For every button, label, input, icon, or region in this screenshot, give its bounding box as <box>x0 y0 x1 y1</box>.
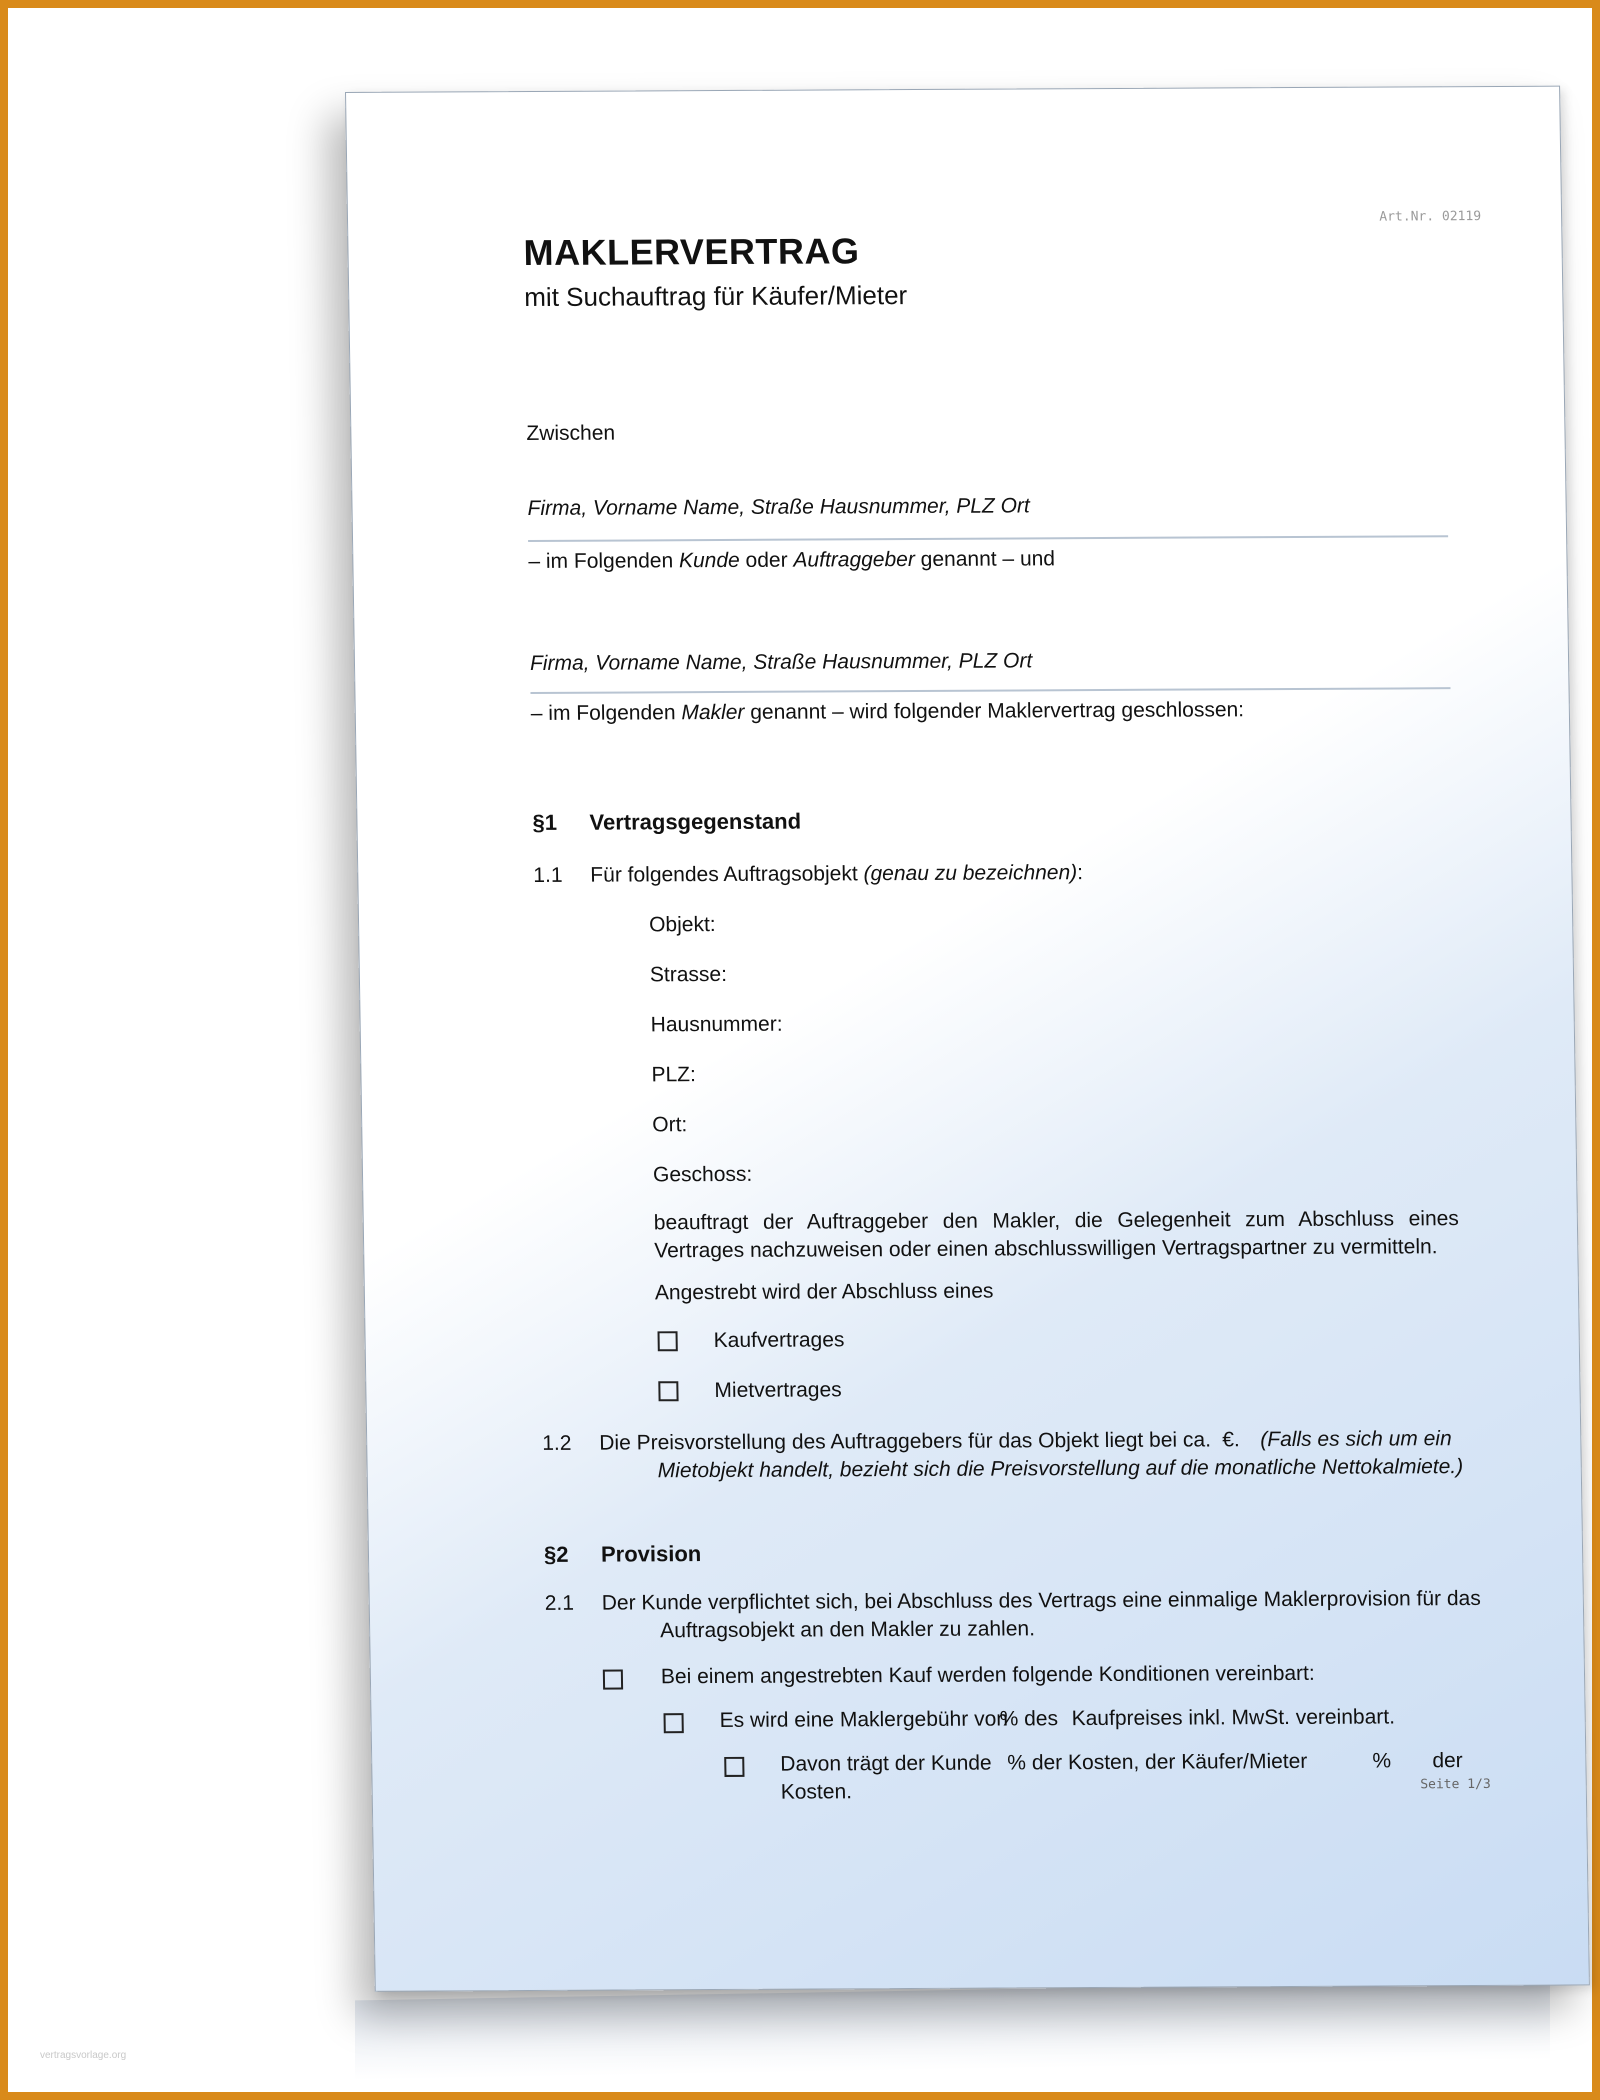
maklergebuehr-checkbox[interactable] <box>664 1713 684 1733</box>
party1-role-prefix: – im Folgenden <box>528 549 680 574</box>
clause-2-1-number: 2.1 <box>544 1591 575 1615</box>
page-number: Seite 1/3 <box>1420 1776 1491 1793</box>
clause-1-1-colon: : <box>1076 861 1084 885</box>
party2-role <box>531 698 1245 726</box>
party1-role <box>528 547 1055 574</box>
kostenteilung-percent-2: % <box>1372 1749 1392 1773</box>
clause-2-1-line-1: Der Kunde verpflichtet sich, bei Abschluss des Vertrags eine einmalige Maklerprovision für das <box>601 1586 1481 1615</box>
clause-1-2-hint-2: Mietobjekt handelt, bezieht sich die Preisvorstellung auf die monatliche Nettokalmiete.) <box>657 1455 1464 1483</box>
angestrebt-label: Angestrebt wird der Abschluss eines <box>654 1279 994 1305</box>
maklergebuehr-basis: Kaufpreises inkl. MwSt. vereinbart. <box>1071 1705 1396 1731</box>
party2-role-prefix: – im Folgenden <box>530 701 682 726</box>
kauf-konditionen-label: Bei einem angestrebten Kauf werden folgende Konditionen vereinbart: <box>660 1661 1315 1689</box>
party1-placeholder: Firma, Vorname Name, Straße Hausnummer, PLZ Ort <box>527 494 1030 521</box>
field-objekt: Objekt: <box>648 913 716 937</box>
article-number: Art.Nr. 02119 <box>1379 209 1482 225</box>
party1-role-or: oder <box>739 548 794 572</box>
party2-role-suffix: genannt – wird folgender Maklervertrag geschlossen: <box>744 698 1245 724</box>
role-kunde: Kunde <box>678 548 740 573</box>
maklergebuehr-percent: % des <box>999 1707 1059 1731</box>
kostenteilung-percent: % der Kosten, der Käufer/Mieter <box>1007 1749 1308 1775</box>
field-hausnummer: Hausnummer: <box>650 1012 783 1037</box>
clause-1-1-lead: Für folgendes Auftragsobjekt <box>590 862 864 887</box>
party1-underline <box>528 535 1448 542</box>
clause-1-1-number: 1.1 <box>533 863 563 887</box>
clause-1-2-euro: €. <box>1222 1428 1240 1452</box>
contract-sheet <box>345 86 1590 1992</box>
field-plz: PLZ: <box>651 1063 697 1087</box>
mietvertrag-checkbox[interactable] <box>658 1381 678 1401</box>
section-1-number: §1 <box>532 809 558 835</box>
clause-1-2-text: Die Preisvorstellung des Auftraggebers für das Objekt liegt bei ca. <box>599 1428 1212 1455</box>
section-2-title: Provision <box>600 1541 702 1567</box>
section-2-number: §2 <box>543 1541 569 1567</box>
kaufvertrag-label: Kaufvertrages <box>713 1328 845 1353</box>
kostenteilung-label: Davon trägt der Kunde <box>780 1751 992 1776</box>
clause-1-1-body: beauftragt der Auftraggeber den Makler, die Gelegenheit zum Abschluss eines Vertrages nachzuweisen oder einen abschlusswilligen Vertragspartner zu vermitteln. <box>653 1207 1460 1263</box>
kaufvertrag-checkbox[interactable] <box>658 1331 678 1351</box>
zwischen-label: Zwischen <box>526 421 616 446</box>
field-ort: Ort: <box>652 1113 688 1137</box>
watermark: vertragsvorlage.org <box>40 2050 127 2061</box>
party2-underline <box>530 687 1450 694</box>
role-makler: Makler <box>681 700 745 725</box>
clause-1-2-hint-1: (Falls es sich um ein <box>1260 1427 1452 1452</box>
party1-role-suffix: genannt – und <box>914 547 1056 571</box>
field-strasse: Strasse: <box>649 962 728 987</box>
field-geschoss: Geschoss: <box>652 1162 753 1187</box>
document-subtitle: mit Suchauftrag für Käufer/Mieter <box>524 280 908 313</box>
maklergebuehr-label: Es wird eine Maklergebühr von <box>719 1707 1009 1732</box>
sheet-reflection <box>355 1980 1550 2081</box>
clause-1-1-text <box>590 861 1083 888</box>
clause-1-1-hint: (genau zu bezeichnen) <box>863 861 1078 886</box>
party2-placeholder: Firma, Vorname Name, Straße Hausnummer, PLZ Ort <box>529 649 1033 676</box>
kostenteilung-kosten: Kosten. <box>780 1780 853 1804</box>
clause-1-2-number: 1.2 <box>542 1431 572 1455</box>
document-title: MAKLERVERTRAG <box>523 230 860 274</box>
kostenteilung-checkbox[interactable] <box>724 1757 744 1777</box>
kostenteilung-der: der <box>1432 1749 1463 1773</box>
kauf-konditionen-checkbox[interactable] <box>603 1669 623 1689</box>
section-1-title: Vertragsgegenstand <box>589 808 802 835</box>
mietvertrag-label: Mietvertrages <box>714 1378 842 1403</box>
clause-2-1-line-2: Auftragsobjekt an den Makler zu zahlen. <box>660 1617 1036 1643</box>
role-auftraggeber: Auftraggeber <box>793 547 916 572</box>
